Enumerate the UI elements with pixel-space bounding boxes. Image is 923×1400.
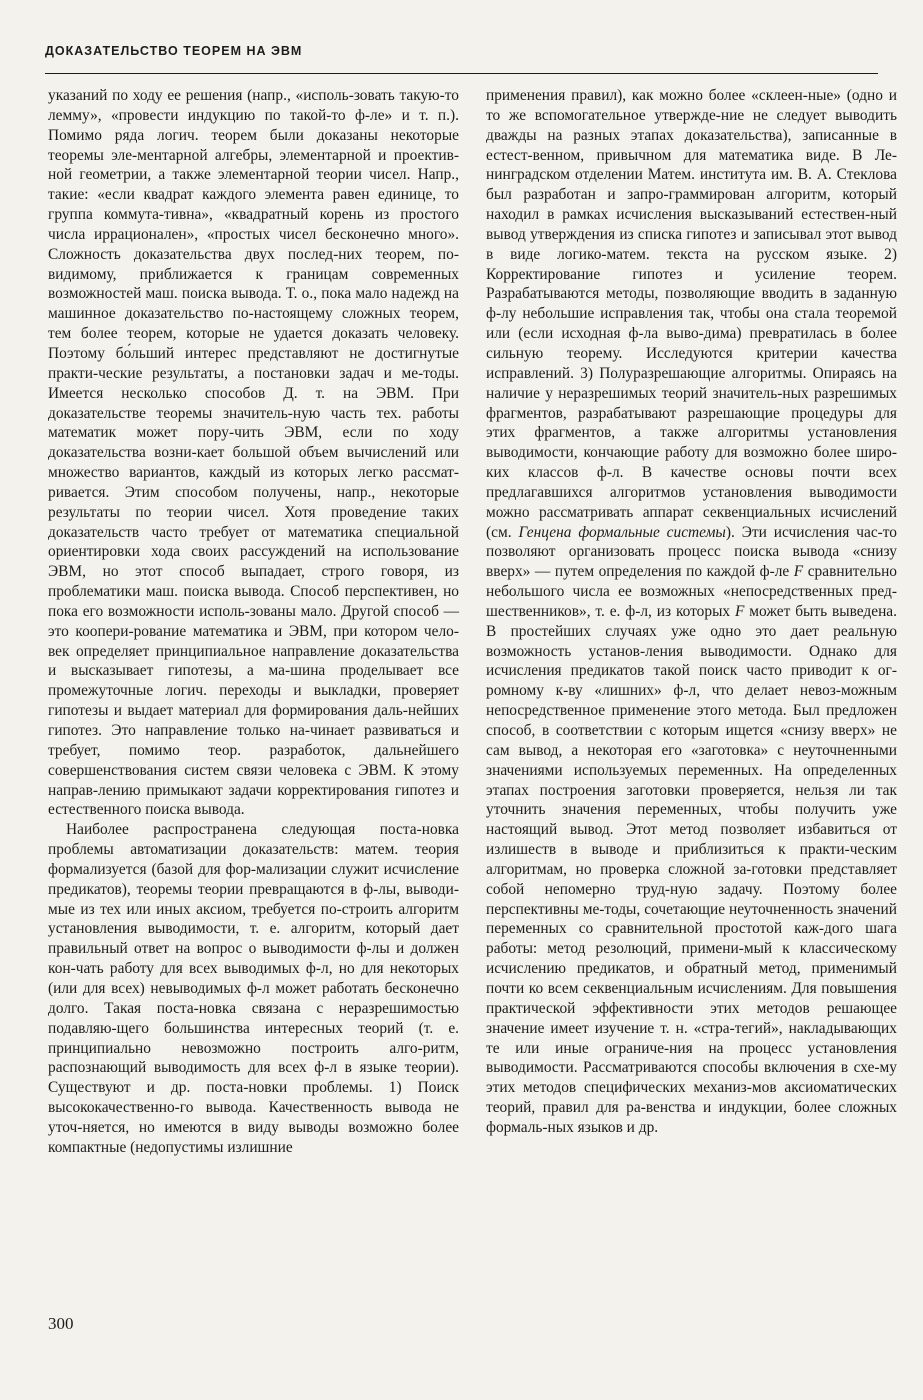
variable-f: F: [793, 563, 804, 581]
right-column: [486, 86, 897, 1138]
right-text-part-b: ). Эти исчисления час-то позволяют организовать процесс поиска вывода «снизу вверх» — путем определения по каждой ф-ле: [486, 523, 897, 581]
variable-f: F: [735, 602, 745, 620]
left-column: [48, 86, 459, 1158]
running-title: ДОКАЗАТЕЛЬСТВО ТЕОРЕМ НА ЭВМ: [45, 44, 303, 58]
right-paragraph-1: [486, 86, 897, 1138]
right-text-part-d: может быть выведена. В простейших случаях уже одно это дает реальную возможность установ-ления выводимости. Однако для исчисления предикатов такой поиск часто приводит к ог-ромному к-ву «лишних» ф-л, что делает невоз-можным непосредственное применение этого метода. Был предложен способ, в соответствии с которым ищется «снизу вверх» не сам вывод, а некоторая его «заготовка» с неуточненными значениями используемых переменных. На определенных этапах построения заготовки проверяется, нельзя ли так уточнить значения переменных, чтобы получить уже настоящий вывод. Этот метод позволяет избавиться от излишеств в выводе и приблизиться к практи-ческим алгоритмам, но проверка сложной за-готовки представляет собой непомерно труд-ную задачу. Поэтому более перспективны ме-тоды, сочетающие неуточненность значений переменных со сравнительной простотой каж-дого шага работы: метод резолюций, примени-мый к классическому исчислению предикатов, и обратный метод, применимый почти ко всем секвенциальным исчислениям. Для повышения практической эффективности этих методов решающее значение имеет изучение т. н. «стра-тегий», накладывающих те или иные ограниче-ния на процесс установления выводимости. Рассматриваются способы включения в схе-му этих методов специфических механиз-мов аксиоматических теорий, правил для ра-венства и индукции, более сложных формаль-ных языков и др.: [486, 602, 897, 1136]
left-paragraph-1: указаний по ходу ее решения (напр., «исполь-зовать такую-то лемму», «провести индукцию по такой-то ф-ле» и т. п.). Помимо ряда логич. теорем были доказаны некоторые теоремы эле-ментарной алгебры, элементарной и проектив-ной геометрии, а также элементарной теории чисел. Напр., такие: «если квадрат каждого элемента равен единице, то группа коммута-тивна», «квадратный корень из простого числа иррационален», «простых чисел бесконечно много». Сложность доказательства двух послед-них теорем, по-видимому, приближается к границам современных возможностей маш. поиска вывода. Т. о., пока мало надежд на машинное доказательство по-настоящему сложных теорем, тем более теорем, которые не удается доказать человеку. Поэтому бо́льший интерес представляют не достигнутые практи-ческие результаты, а постановки задач и ме-тоды. Имеется несколько способов Д. т. на ЭВМ. При доказательстве теоремы значитель-ную часть тех. работы математик может пору-чить ЭВМ, если по ходу доказательства возни-кает большой объем вычислений или множество вариантов, каждый из которых легко рассмат-ривается. Этим способом получены, напр., некоторые результаты по теории чисел. Хотя проведение таких доказательств часто требует от математика специальной ориентировки хода своих рассуждений на использование ЭВМ, но этот способ выпадает, строго говоря, из проблематики маш. поиска вывода. Способ перспективен, но пока его возможности исполь-зованы мало. Другой способ — это коопери-рование математика и ЭВМ, при котором чело-век определяет принципиальное направление доказательства и высказывает гипотезы, а ма-шина проделывает все промежуточные логич. переходы и выкладки, проверяет гипотезы и выдает материал для формирования даль-нейших гипотез. Это направление только на-чинает развиваться и требует, помимо теор. разработок, дальнейшего совершенствования систем связи человека с ЭВМ. К этому направ-лению примыкают задачи корректирования гипотез и естественного поиска вывода.: [48, 87, 459, 819]
right-text-part-a: применения правил), как можно более «склеен-ные» (одно и то же вспомогательное утвержде-ние не следует выводить дважды на разных этапах доказательства), записанные в естест-венном, привычном для математика виде. В Ле-нинградском отделении Матем. института им. В. А. Стеклова был разработан и запро-граммирован алгоритм, который находил в рамках исчисления высказываний естествен-ный вывод утверждения из списка гипотез и записывал этот вывод в виде логико-матем. текста на русском языке. 2) Корректирование гипотез и усиление теорем. Разрабатываются методы, позволяющие вводить в заданную ф-лу небольшие исправления так, чтобы она стала теоремой или (если исходная ф-ла выво-дима) превратилась в более сильную теорему. Исследуются критерии качества исправлений. 3) Полуразрешающие алгоритмы. Опираясь на наличие у неразрешимых теорий значитель-ных разрешимых фрагментов, разрабатывают разрешающие процедуры для этих фрагментов, а также алгоритмы установления выводимости, кончающие работу для возможно более широ-ких классов ф-л. В качестве основы почти всех предлагавшихся алгоритмов установления выводимости можно рассматривать аппарат секвенциальных исчислений (см.: [486, 87, 897, 541]
right-text-part-c: сравнительно небольшого числа ее возможных «непосредственных пред-шественников», т. е. ф-л, из которых: [486, 563, 897, 620]
cross-reference-link[interactable]: Генцена формальные системы: [518, 523, 726, 541]
header-rule: [45, 73, 878, 74]
left-paragraph-2: Наиболее распространена следующая поста-новка проблемы автоматизации доказательств: матем. теория формализуется (базой для фор-мализации служит исчисление предикатов), теоремы теории превращаются в ф-лы, выводи-мые из тех или иных аксиом, требуется по-строить алгоритм установления выводимости, т. е. алгоритм, который дает правильный ответ на вопрос о выводимости ф-лы и должен кон-чать работу для всех выводимых ф-л, но для некоторых (или для всех) невыводимых ф-л может работать бесконечно долго. Такая поста-новка связана с неразрешимостью подавляю-щего большинства интересных теорий (т. е. принципиально невозможно построить алго-ритм, распознающий выводимость для всех ф-л в языке теории). Существуют и др. поста-новки проблемы. 1) Поиск высококачественно-го вывода. Качественность вывода не уточ-няется, но имеются в виду выводы возможно более компактные (недопустимы излишние: [48, 821, 459, 1156]
page-number: 300: [48, 1314, 74, 1333]
